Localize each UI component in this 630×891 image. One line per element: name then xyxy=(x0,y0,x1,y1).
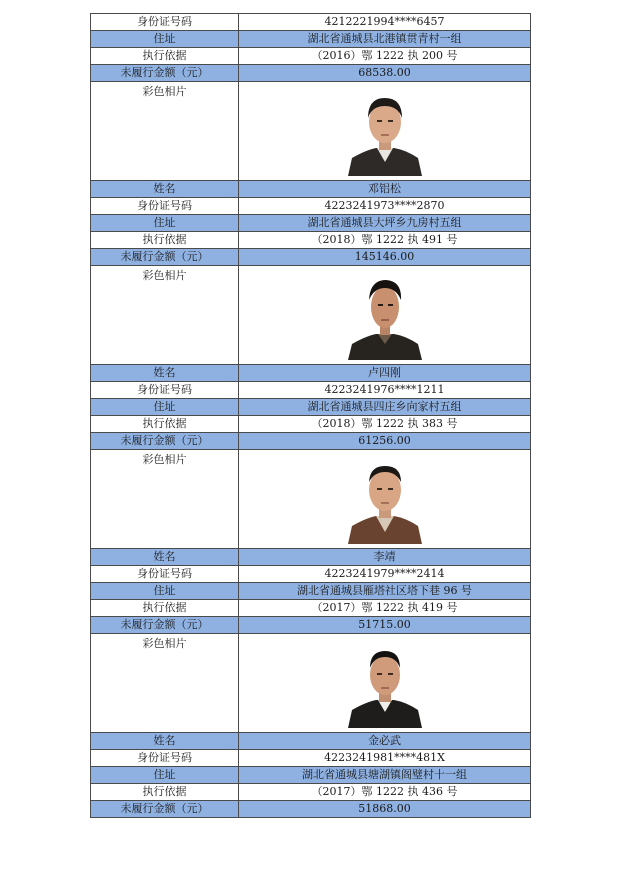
basis-value: （2017）鄂 1222 执 436 号 xyxy=(239,784,531,801)
photo-row xyxy=(91,450,531,549)
debtor-list xyxy=(90,13,530,818)
name-label: 姓名 xyxy=(91,733,239,750)
address-label: 住址 xyxy=(91,399,239,416)
amount-row xyxy=(91,801,531,818)
name-value: 邓铝松 xyxy=(239,181,531,198)
basis-value: （2016）鄂 1222 执 200 号 xyxy=(239,48,531,65)
amount-row xyxy=(91,617,531,634)
id-label: 身份证号码 xyxy=(91,750,239,767)
photo-cell xyxy=(239,82,531,181)
name-row xyxy=(91,365,531,382)
address-value: 湖北省通城县北港镇贯青村一组 xyxy=(239,31,531,48)
amount-row xyxy=(91,65,531,82)
amount-label: 未履行金额（元） xyxy=(91,433,239,450)
photo-label: 彩色相片 xyxy=(91,266,239,365)
name-label: 姓名 xyxy=(91,181,239,198)
basis-row xyxy=(91,600,531,617)
basis-row xyxy=(91,416,531,433)
amount-value: 145146.00 xyxy=(239,249,531,266)
amount-row xyxy=(91,433,531,450)
portrait-photo xyxy=(346,274,424,360)
id-row xyxy=(91,14,531,31)
address-value: 湖北省通城县雁塔社区塔下巷 96 号 xyxy=(239,583,531,600)
name-row xyxy=(91,181,531,198)
amount-label: 未履行金额（元） xyxy=(91,249,239,266)
amount-row xyxy=(91,249,531,266)
address-row xyxy=(91,31,531,48)
basis-value: （2018）鄂 1222 执 491 号 xyxy=(239,232,531,249)
basis-row xyxy=(91,48,531,65)
id-label: 身份证号码 xyxy=(91,382,239,399)
basis-label: 执行依据 xyxy=(91,600,239,617)
photo-label: 彩色相片 xyxy=(91,634,239,733)
name-value: 金必武 xyxy=(239,733,531,750)
basis-label: 执行依据 xyxy=(91,784,239,801)
amount-label: 未履行金额（元） xyxy=(91,65,239,82)
portrait-photo xyxy=(346,458,424,544)
address-value: 湖北省通城县四庄乡向家村五组 xyxy=(239,399,531,416)
address-row xyxy=(91,399,531,416)
basis-row xyxy=(91,784,531,801)
address-label: 住址 xyxy=(91,31,239,48)
amount-value: 68538.00 xyxy=(239,65,531,82)
id-row xyxy=(91,198,531,215)
address-value: 湖北省通城县大坪乡九房村五组 xyxy=(239,215,531,232)
name-row xyxy=(91,549,531,566)
name-value: 李靖 xyxy=(239,549,531,566)
address-row xyxy=(91,583,531,600)
basis-value: （2018）鄂 1222 执 383 号 xyxy=(239,416,531,433)
basis-label: 执行依据 xyxy=(91,48,239,65)
amount-value: 51715.00 xyxy=(239,617,531,634)
basis-value: （2017）鄂 1222 执 419 号 xyxy=(239,600,531,617)
address-label: 住址 xyxy=(91,215,239,232)
photo-cell xyxy=(239,266,531,365)
basis-label: 执行依据 xyxy=(91,232,239,249)
id-value: 4223241973****2870 xyxy=(239,198,531,215)
address-value: 湖北省通城县塘湖镇阁璧村十一组 xyxy=(239,767,531,784)
address-label: 住址 xyxy=(91,583,239,600)
amount-value: 61256.00 xyxy=(239,433,531,450)
id-label: 身份证号码 xyxy=(91,566,239,583)
address-row xyxy=(91,767,531,784)
id-row xyxy=(91,750,531,767)
photo-label: 彩色相片 xyxy=(91,450,239,549)
photo-row xyxy=(91,266,531,365)
name-row xyxy=(91,733,531,750)
amount-label: 未履行金额（元） xyxy=(91,617,239,634)
address-row xyxy=(91,215,531,232)
id-value: 4223241979****2414 xyxy=(239,566,531,583)
id-label: 身份证号码 xyxy=(91,198,239,215)
portrait-photo xyxy=(346,90,424,176)
id-label: 身份证号码 xyxy=(91,14,239,31)
id-value: 4223241981****481X xyxy=(239,750,531,767)
photo-row xyxy=(91,82,531,181)
portrait-photo xyxy=(346,642,424,728)
photo-cell xyxy=(239,450,531,549)
id-value: 4212221994****6457 xyxy=(239,14,531,31)
name-value: 卢四刚 xyxy=(239,365,531,382)
photo-cell xyxy=(239,634,531,733)
basis-label: 执行依据 xyxy=(91,416,239,433)
basis-row xyxy=(91,232,531,249)
name-label: 姓名 xyxy=(91,365,239,382)
photo-label: 彩色相片 xyxy=(91,82,239,181)
debtor-table xyxy=(90,13,531,818)
id-row xyxy=(91,382,531,399)
amount-label: 未履行金额（元） xyxy=(91,801,239,818)
id-row xyxy=(91,566,531,583)
photo-row xyxy=(91,634,531,733)
address-label: 住址 xyxy=(91,767,239,784)
name-label: 姓名 xyxy=(91,549,239,566)
amount-value: 51868.00 xyxy=(239,801,531,818)
id-value: 4223241976****1211 xyxy=(239,382,531,399)
